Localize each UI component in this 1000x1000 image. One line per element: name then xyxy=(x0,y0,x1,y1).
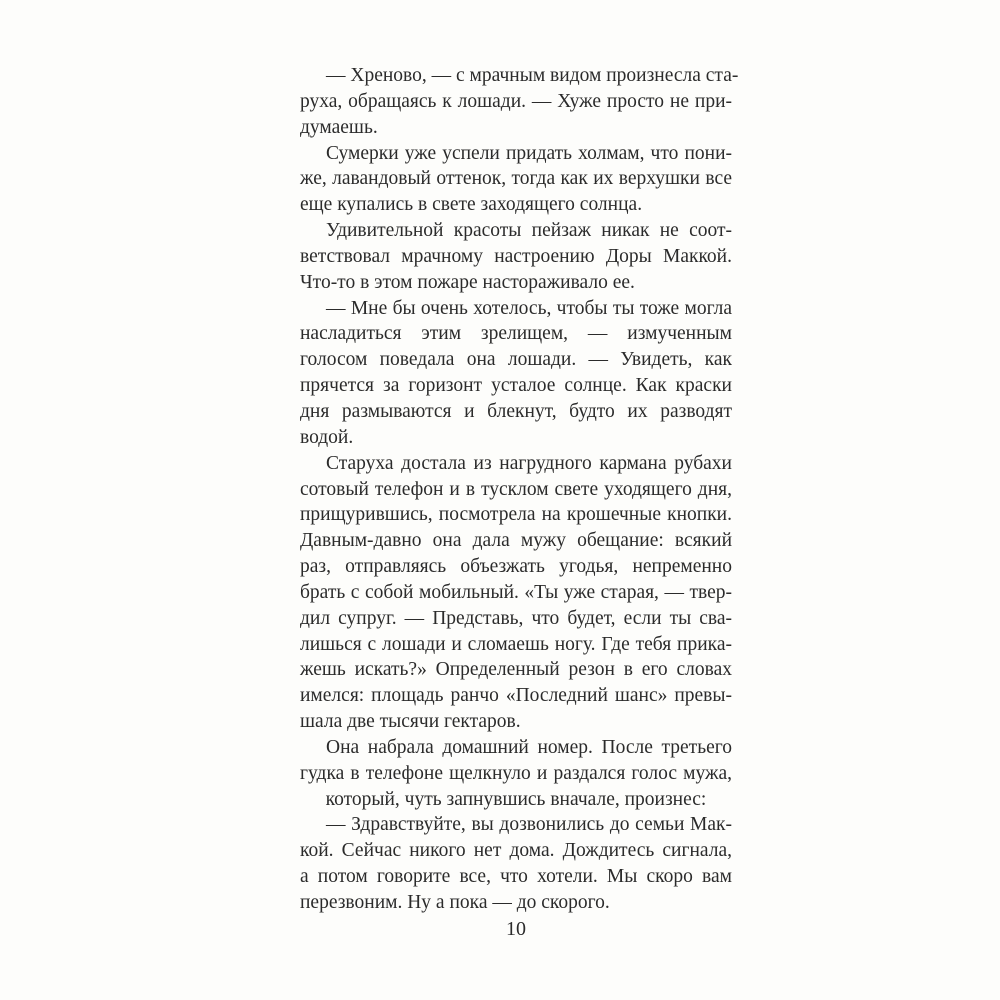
text-line: Сумерки уже успели придать холмам, что пони- xyxy=(326,142,732,164)
text-line: — Мне бы очень хотелось, чтобы ты тоже могла xyxy=(326,297,732,319)
text-line: Старуха достала из нагрудного кармана рубахи xyxy=(326,452,732,474)
text-line: дил супруг. — Представь, что будет, если ты сва- xyxy=(300,607,732,629)
text-line: голосом поведала она лошади. — Увидеть, как xyxy=(300,349,732,371)
text-line: лишься с лошади и сломаешь ногу. Где тебя прика- xyxy=(300,633,732,655)
text-line: гудка в телефоне щелкнуло и раздался голос мужа, xyxy=(300,762,732,784)
body-text xyxy=(300,63,739,916)
text-line: ветствовал мрачному настроению Доры Маккой. xyxy=(300,245,732,267)
text-line: Давным-давно она дала мужу обещание: всякий xyxy=(300,530,732,552)
text-line: а потом говорите все, что хотели. Мы скоро вам xyxy=(300,866,732,888)
text-line: жешь искать?» Определенный резон в его словах xyxy=(300,659,732,681)
text-line: прищурившись, посмотрела на крошечные кнопки. xyxy=(300,504,732,526)
text-line: Что-то в этом пожаре настораживало ее. xyxy=(300,271,635,293)
text-line: же, лавандовый оттенок, тогда как их верхушки все xyxy=(300,168,732,190)
text-line: дня размываются и блекнут, будто их разводят xyxy=(300,400,732,422)
text-line: сотовый телефон и в тусклом свете уходящего дня, xyxy=(300,478,732,500)
text-line: прячется за горизонт усталое солнце. Как краски xyxy=(300,375,732,397)
text-line: Она набрала домашний номер. После третьего xyxy=(326,736,732,758)
text-line: думаешь. xyxy=(300,116,378,138)
text-line: насладиться этим зрелищем, — измученным xyxy=(300,323,732,345)
text-line: имелся: площадь ранчо «Последний шанс» превы- xyxy=(300,685,732,707)
text-line: Удивительной красоты пейзаж никак не соот- xyxy=(326,220,732,242)
text-line: кой. Сейчас никого нет дома. Дождитесь сигнала, xyxy=(300,840,732,862)
page-number: 10 xyxy=(506,918,526,940)
text-line: водой. xyxy=(300,426,354,448)
text-line: который, чуть запнувшись вначале, произнес: xyxy=(325,788,707,810)
text-line: раз, отправляясь объезжать угодья, непременно xyxy=(300,556,732,578)
text-line: перезвоним. Ну а пока — до скорого. xyxy=(300,892,610,913)
text-line: брать с собой мобильный. «Ты уже старая, — твер- xyxy=(300,581,732,603)
text-line: — Здравствуйте, вы дозвонились до семьи Мак- xyxy=(326,814,732,836)
text-line: еще купались в свете заходящего солнца. xyxy=(300,194,643,216)
text-line: руха, обращаясь к лошади. — Хуже просто не при- xyxy=(300,90,732,112)
text-line: шала две тысячи гектаров. xyxy=(300,711,521,733)
text-line: — Хреново, — с мрачным видом произнесла ста- xyxy=(326,65,739,86)
